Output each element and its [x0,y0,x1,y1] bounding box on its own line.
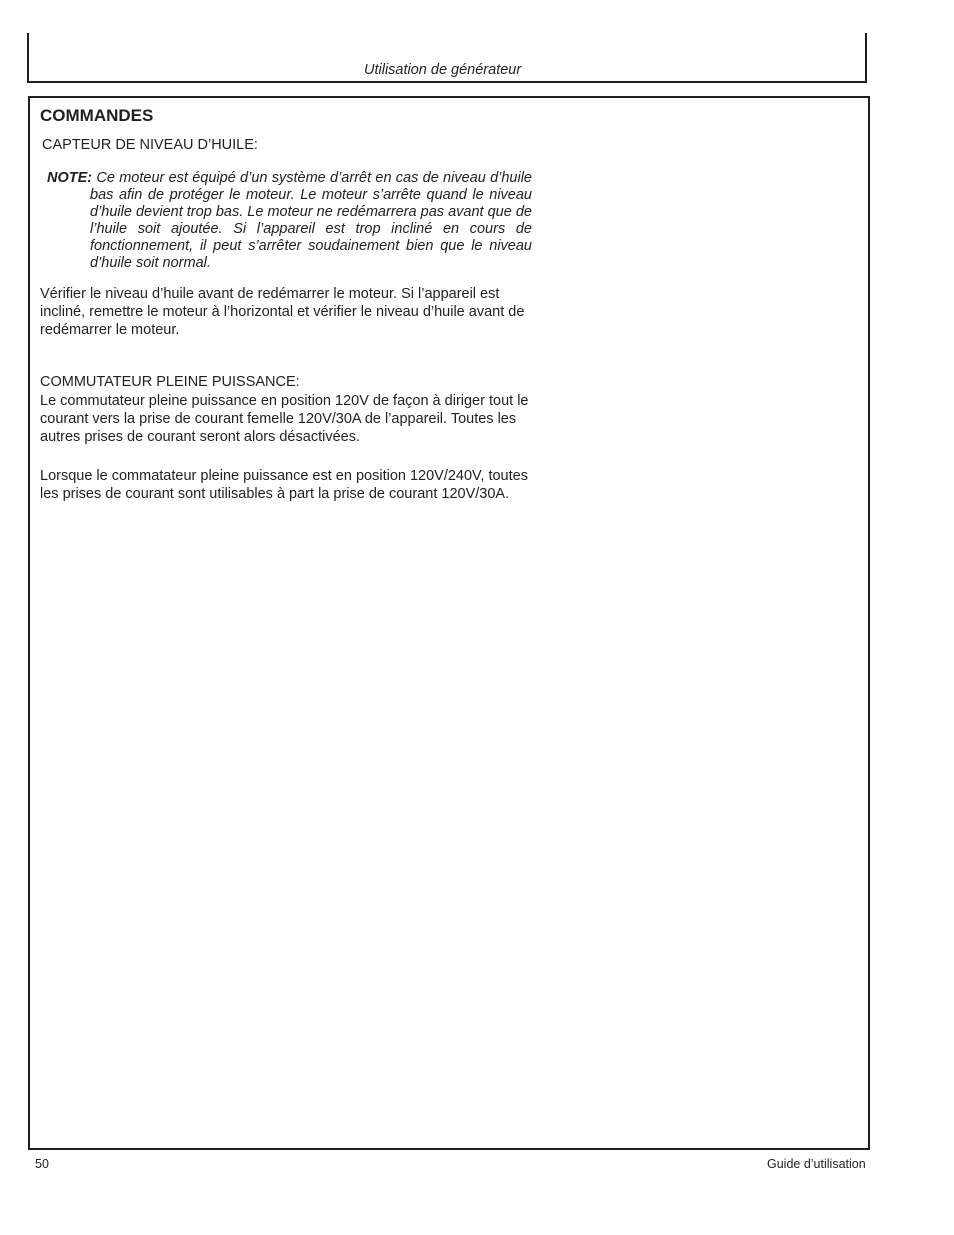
page-number: 50 [35,1157,49,1171]
full-power-paragraph-1: Le commutateur pleine puissance en position 120V de façon à diriger tout le courant vers la prise de courant femelle 120V/30A de l’appareil. Toutes les autres prises de courant seront alors désactivées. [40,393,529,445]
full-power-heading: COMMUTATEUR PLEINE PUISSANCE: [40,374,300,390]
oil-sensor-paragraph: Vérifier le niveau d’huile avant de redémarrer le moteur. Si l’appareil est incliné, remettre le moteur à l’horizontal et vérifier le niveau d’huile avant de redémarrer le moteur. [40,286,525,338]
note-text: Ce moteur est équipé d’un système d’arrêt en cas de niveau d’huile bas afin de protéger le moteur. Le moteur s’arrête quand le niveau d’huile devient trop bas. Le moteur ne redémarrera pas avant que de l’huile soit ajoutée. Si l’appareil est trop incliné en cours de fonctionnement, il peut s’arrêter soudainement bien que le niveau d’huile soit normal. [90,170,532,271]
oil-sensor-note [47,170,532,272]
guide-title: Guide d’utilisation [767,1157,866,1171]
full-power-paragraph-2: Lorsque le commatateur pleine puissance est en position 120V/240V, toutes les prises de courant sont utilisables à part la prise de courant 120V/30A. [40,468,528,502]
header-title: Utilisation de générateur [364,62,522,78]
section-title: COMMANDES [40,106,154,125]
note-label: NOTE: [47,170,93,186]
oil-sensor-heading: CAPTEUR DE NIVEAU D’HUILE: [42,137,258,153]
